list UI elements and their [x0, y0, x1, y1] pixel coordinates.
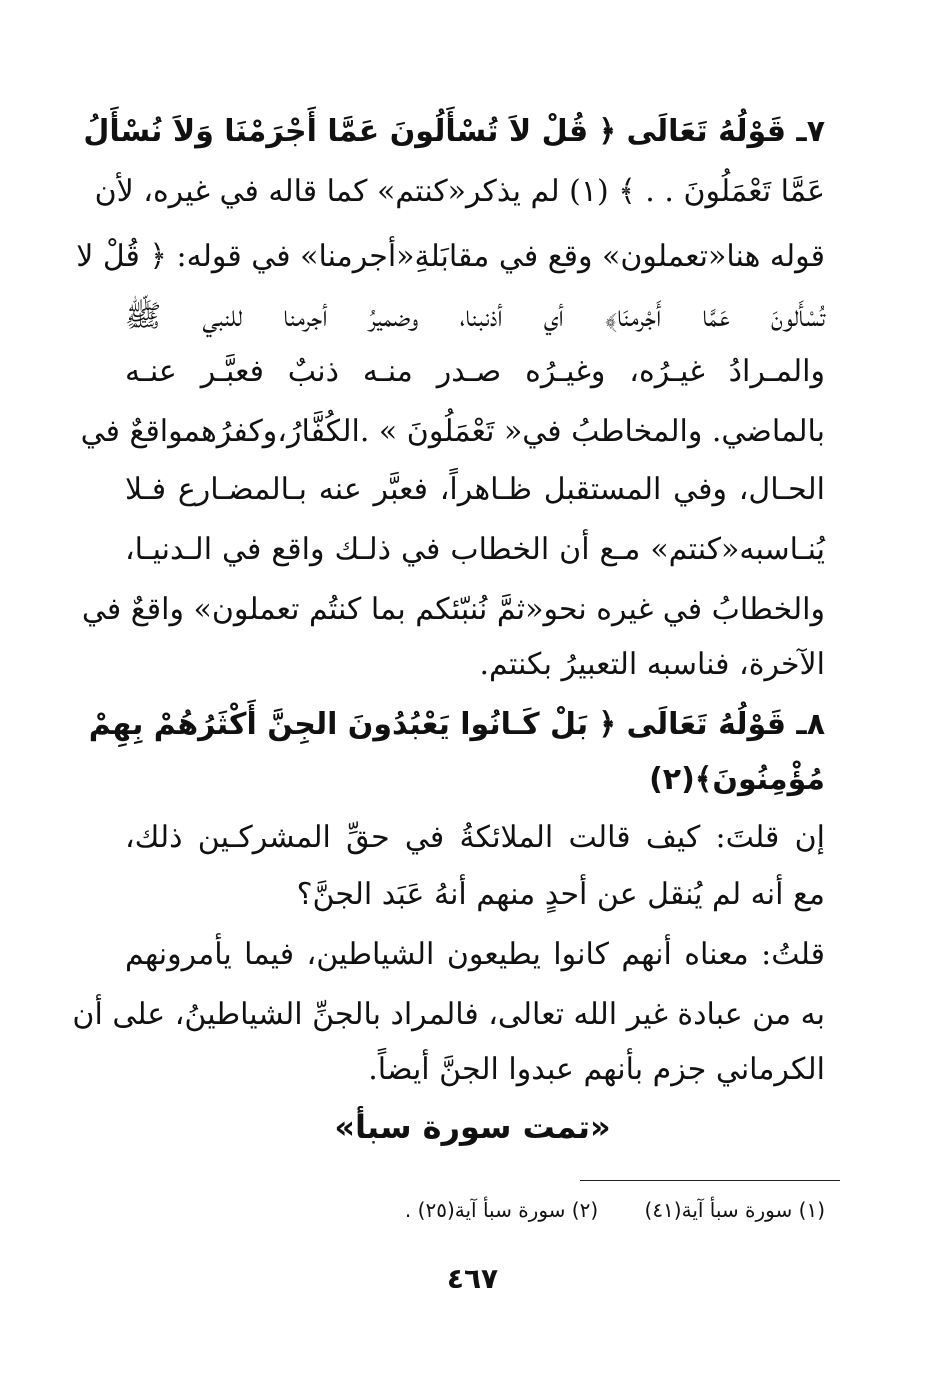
text-line-13: إن قلتَ: كيف قالت الملائكةُ في حقِّ المشركـين ذلك،	[125, 820, 825, 855]
text-line-11: ٨ـ قَوْلُهُ تَعَالَى ﴿ بَلْ كَـانُوا يَعْبُدُونَ الجِنَّ أَكْثَرُهُمْ بِهِمْ	[88, 707, 825, 742]
page-number: ٤٦٧	[446, 1262, 499, 1295]
text-line-5: والمـرادُ غيـرُه، وغيـرُه صـدر منـه ذنبٌ فعبَّـر عنـه	[125, 354, 825, 389]
footnotes	[365, 1198, 825, 1222]
surah-closing: «تمت سورة سبأ»	[334, 1108, 611, 1146]
text-line-2: عَمَّا تَعْمَلُونَ . . ﴾ (١) لم يذكر«كنتم» كما قاله في غيره، لأن	[94, 174, 825, 209]
text-line-16: به من عبادة غير الله تعالى، فالمراد بالجنِّ الشياطينُ، على أن	[72, 997, 825, 1032]
footnote-divider	[580, 1180, 840, 1181]
text-line-15: قلتُ: معناه أنهم كانوا يطيعون الشياطين، فيما يأمرونهم	[125, 937, 825, 972]
text-line-6: بالماضي. والمخاطبُ في« تَعْمَلُونَ » .الكُفَّارُ،وكفرُهمواقعٌ في	[80, 414, 825, 449]
text-line-9: والخطابُ في غيره نحو«ثمَّ نُنبّئكم بما كنتُم تعملون» واقعٌ في	[81, 592, 825, 627]
text-line-10: الآخرة، فناسبه التعبيرُ بكنتم.	[479, 647, 825, 682]
footnote-2: (٢) سورة سبأ آية(٢٥) .	[404, 1198, 599, 1222]
text-line-3: قوله هنا«تعملون» وقع في مقابَلةِ«أجرمنا» في قوله: ﴿ قُلْ لا	[76, 239, 825, 274]
text-line-14: مع أنه لم يُنقل عن أحدٍ منهم أنهُ عَبَد الجنَّ؟	[296, 877, 825, 912]
text-line-17: الكرماني جزم بأنهم عبدوا الجنَّ أيضاً.	[368, 1052, 825, 1087]
text-line-1: ٧ـ قَوْلُهُ تَعَالَى ﴿ قُلْ لاَ تُسْأَلُونَ عَمَّا أَجْرَمْنَا وَلاَ نُسْأَلُ	[83, 114, 825, 149]
text-line-7: الحـال، وفي المستقبل ظـاهراً، فعبَّر عنه بـالمضـارع فـلا	[125, 472, 825, 507]
text-line-4: تُسْأَلونَ عَمَّا أَجْرمنَا﴾ أي أذنبنا، وضميرُ أجرمنا للنبي ﷺ	[125, 299, 825, 334]
text-line-12: مُؤْمِنُونَ﴾(٢)	[649, 762, 825, 797]
text-line-8: يُنـاسبه«كنتم» مـع أن الخطاب في ذلـك واقع في الـدنيـا،	[125, 532, 825, 567]
footnote-1: (١) سورة سبأ آية(٤١)	[644, 1198, 825, 1222]
